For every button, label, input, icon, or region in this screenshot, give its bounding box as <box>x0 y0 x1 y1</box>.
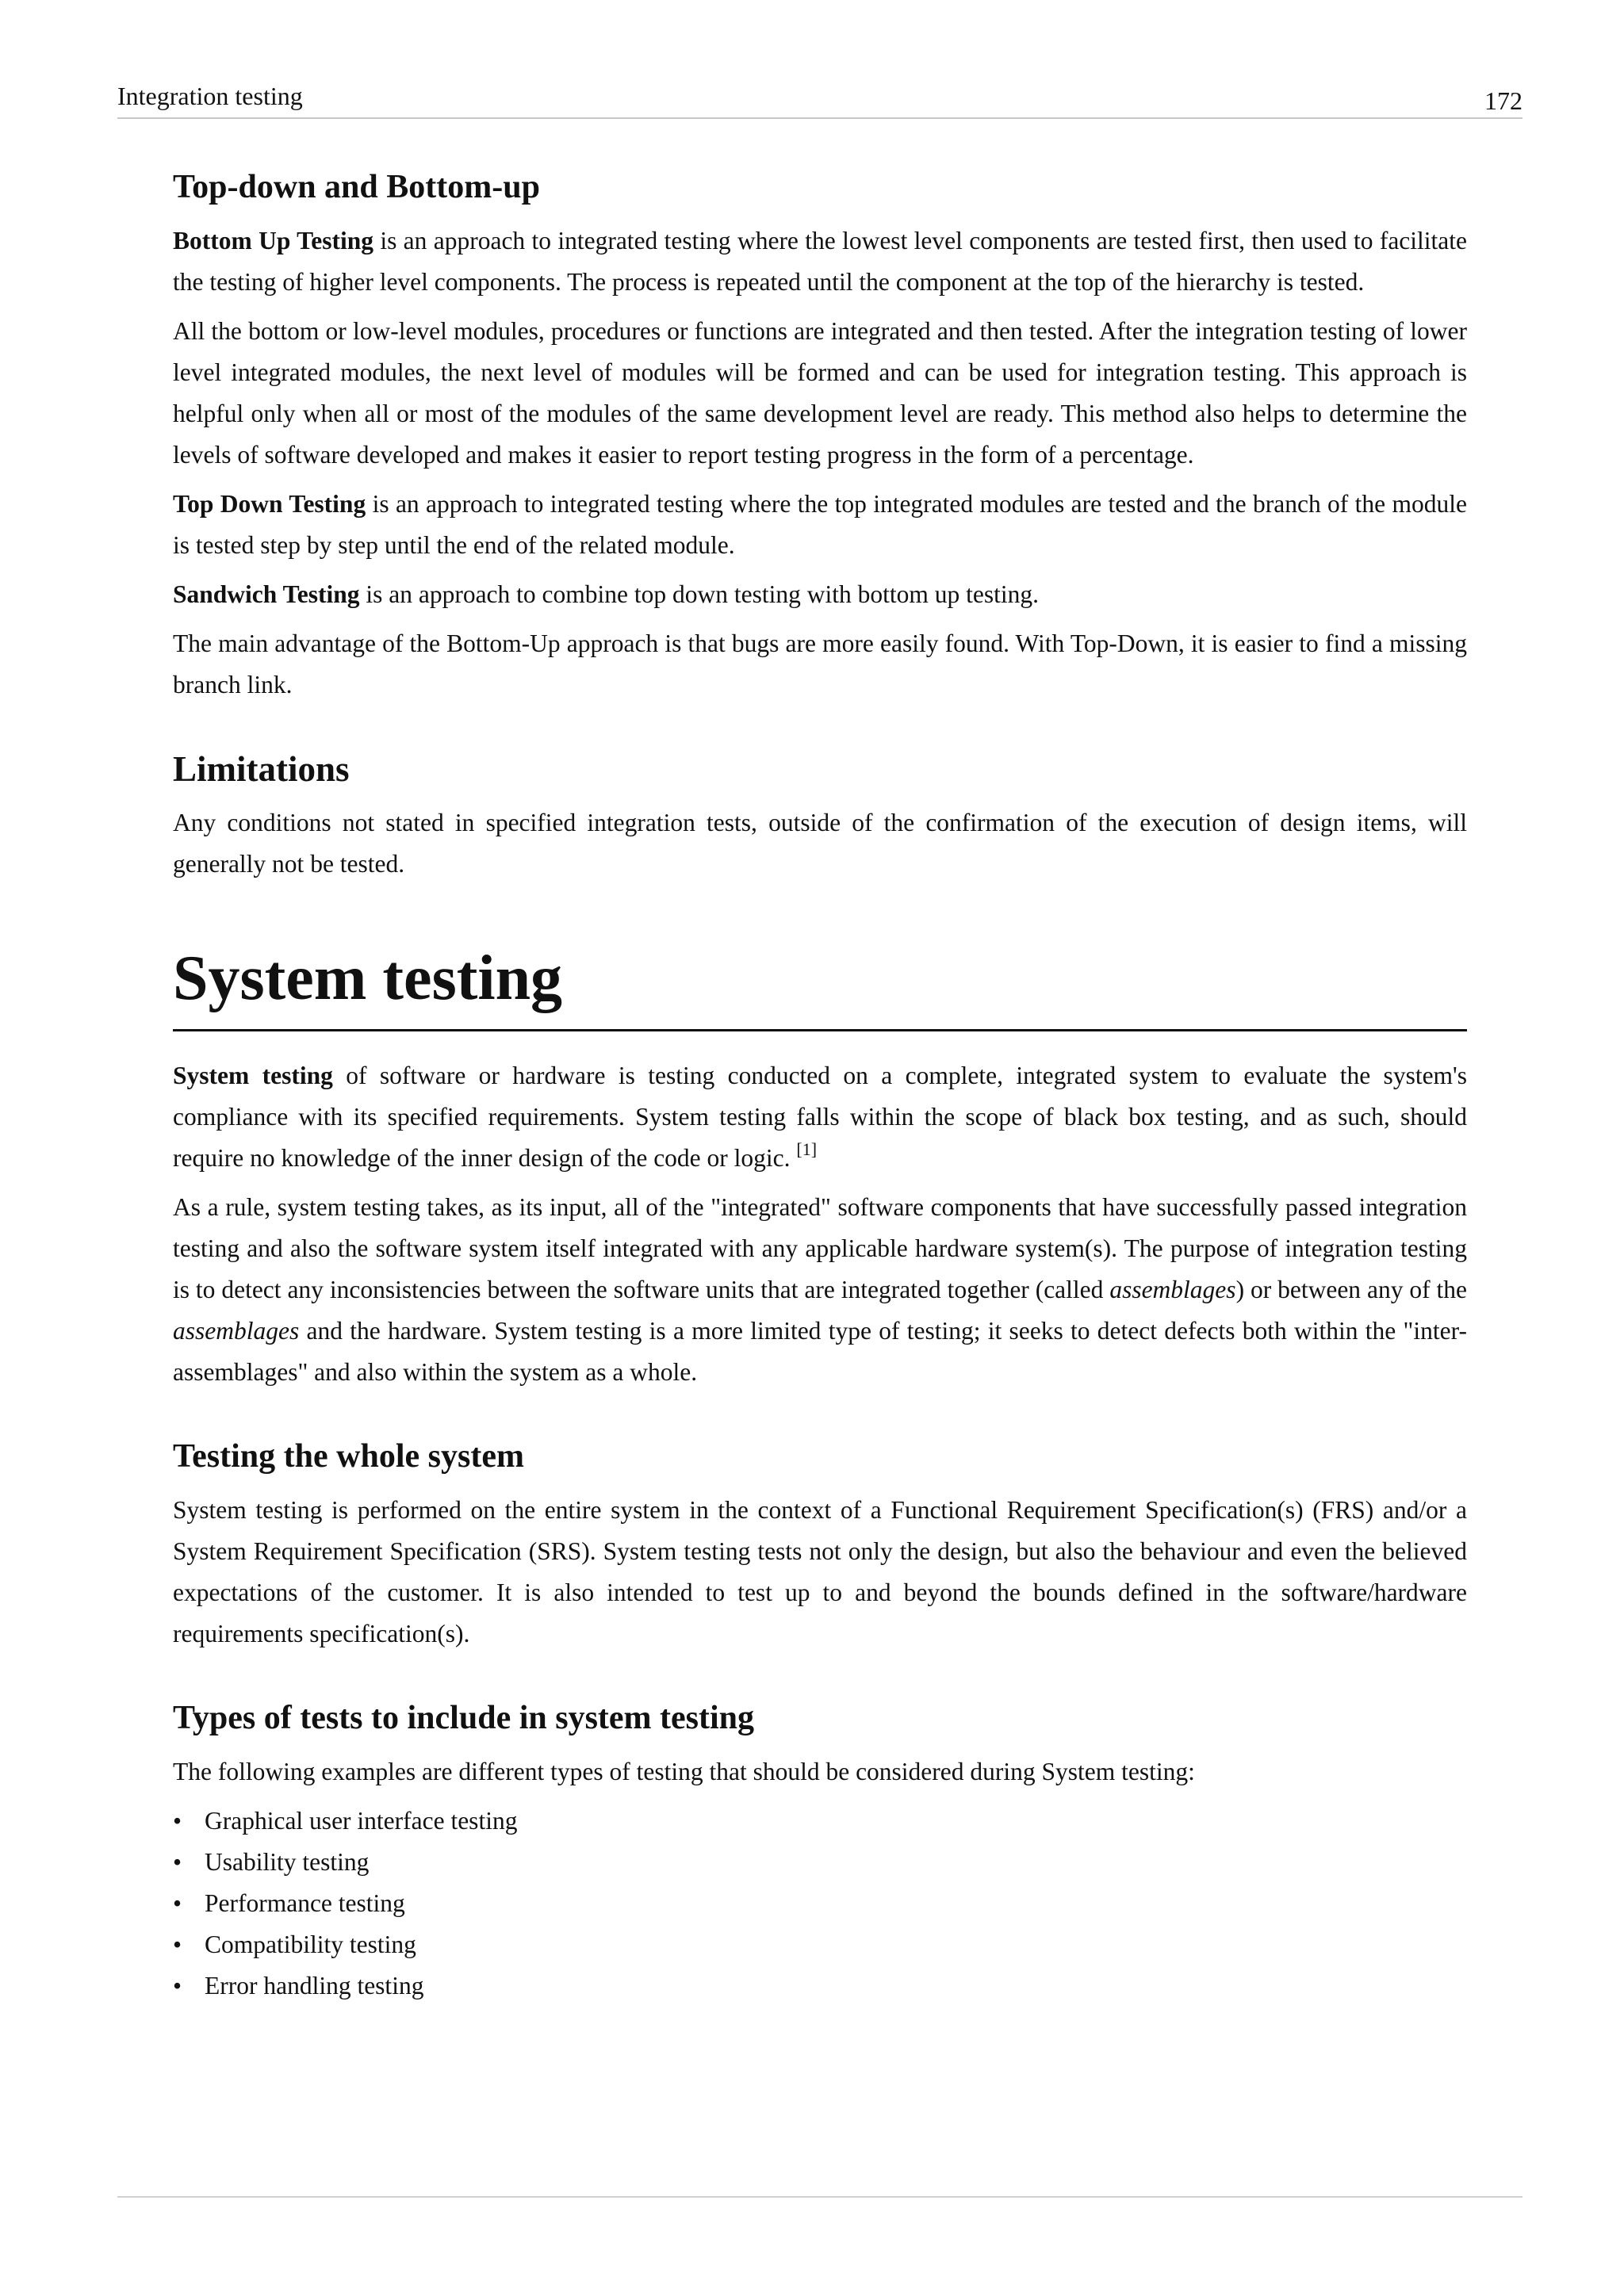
section-types-of-tests <box>173 1694 1467 2007</box>
term-top-down-testing: Top Down Testing <box>173 490 366 518</box>
text-system-testing-definition: of software or hardware is testing conducted on a complete, integrated system to evaluate the system's compliance with its specified requirements. System testing falls within the scope of black box testing, and as such, should require no knowledge of the inner design of the code or logic. <box>173 1062 1467 1172</box>
text-bottom-up-testing: is an approach to integrated testing where the lowest level components are tested first, then used to facilitate the testing of higher level components. The process is repeated until the component at the top of the hierarchy is tested. <box>173 227 1468 296</box>
bullet: • <box>173 1848 182 1876</box>
list-item <box>173 1842 1467 1883</box>
text-top-down-testing: is an approach to integrated testing where the top integrated modules are tested and the branch of the module is tested step by step until the end of the related module. <box>173 490 1468 559</box>
section-system-testing <box>173 939 1467 1393</box>
text-sandwich-testing: is an approach to combine top down testing with bottom up testing. <box>359 580 1039 608</box>
paragraph-top-down-testing <box>173 484 1467 566</box>
term-bottom-up-testing: Bottom Up Testing <box>173 227 373 254</box>
list-item-link-error-handling-testing[interactable]: Error handling testing <box>205 1972 424 1999</box>
paragraph-limitations: Any conditions not stated in specified integration tests, outside of the confirmation of the execution of design items, will generally not be tested. <box>173 809 1467 878</box>
text-input-part-b: ) or between any of the <box>1235 1276 1467 1303</box>
list-item-link-gui-testing[interactable]: Graphical user interface testing <box>205 1807 518 1835</box>
heading-testing-whole-system: Testing the whole system <box>173 1438 524 1475</box>
list-item <box>173 1965 1467 2007</box>
term-system-testing: System testing <box>173 1062 333 1089</box>
list-test-types <box>173 1800 1467 2007</box>
page-header <box>117 79 1522 119</box>
text-input-part-c: and the hardware. System testing is a more limited type of testing; it seeks to detect defects both within the "inter-assemblages" and also within the system as a whole. <box>173 1317 1467 1386</box>
heading-limitations: Limitations <box>173 749 350 789</box>
term-sandwich-testing: Sandwich Testing <box>173 580 360 608</box>
section-testing-whole-system <box>173 1433 1467 1655</box>
heading-types-of-tests: Types of tests to include in system testing <box>173 1700 755 1736</box>
list-item-link-usability-testing[interactable]: Usability testing <box>205 1848 370 1876</box>
paragraph-bottom-up-testing <box>173 220 1467 303</box>
term-assemblages: assemblages <box>1109 1276 1236 1303</box>
term-assemblages: assemblages <box>173 1317 300 1345</box>
page-content <box>173 163 1467 2007</box>
page-number: 172 <box>1484 86 1522 115</box>
paragraph-low-level-modules: All the bottom or low-level modules, procedures or functions are integrated and then tested. After the integration testing of lower level integrated modules, the next level of modules will be formed and can be used for integration testing. This approach is helpful only when all or most of the modules of the same development level are ready. This method also helps to determine the levels of software developed and makes it easier to report testing progress in the form of a percentage. <box>173 317 1467 469</box>
article-title-system-testing: System testing <box>173 939 1467 1031</box>
list-item <box>173 1883 1467 1924</box>
section-top-down-bottom-up <box>173 163 1467 706</box>
paragraph-testing-whole-system: System testing is performed on the entire system in the context of a Functional Requirement Specification(s) (FRS) and/or a System Requirement Specification (SRS). System testing tests not only the design, but also the behaviour and even the believed expectations of the customer. It is also intended to test up to and beyond the bounds defined in the software/hardware requirements specification(s). <box>173 1496 1467 1647</box>
list-item <box>173 1924 1467 1965</box>
bullet: • <box>173 1889 182 1917</box>
list-item-link-performance-testing[interactable]: Performance testing <box>205 1889 405 1917</box>
paragraph-sandwich-testing <box>173 574 1467 615</box>
reference-link-1[interactable]: [1] <box>796 1139 818 1159</box>
paragraph-system-testing-definition <box>173 1055 1467 1179</box>
bullet: • <box>173 1972 182 1999</box>
list-item <box>173 1800 1467 1842</box>
list-item-link-compatibility-testing[interactable]: Compatibility testing <box>205 1931 416 1958</box>
text-input-part-a: As a rule, system testing takes, as its input, all of the "integrated" software components that have successfully passed integration testing and also the software system itself integrated with any applicable hardware system(s). The purpose of integration testing is to detect any inconsistencies between the software units that are integrated together (called <box>173 1193 1467 1303</box>
bullet: • <box>173 1807 182 1835</box>
section-limitations <box>173 745 1467 885</box>
heading-top-down-bottom-up: Top-down and Bottom-up <box>173 169 540 205</box>
running-title: Integration testing <box>117 82 303 110</box>
page-footer-rule <box>117 2196 1522 2198</box>
bullet: • <box>173 1931 182 1958</box>
paragraph-system-testing-input <box>173 1187 1467 1393</box>
paragraph-main-advantage: The main advantage of the Bottom-Up approach is that bugs are more easily found. With Top-Down, it is easier to find a missing branch link. <box>173 629 1467 698</box>
paragraph-types-intro: The following examples are different types of testing that should be considered during System testing: <box>173 1758 1195 1785</box>
